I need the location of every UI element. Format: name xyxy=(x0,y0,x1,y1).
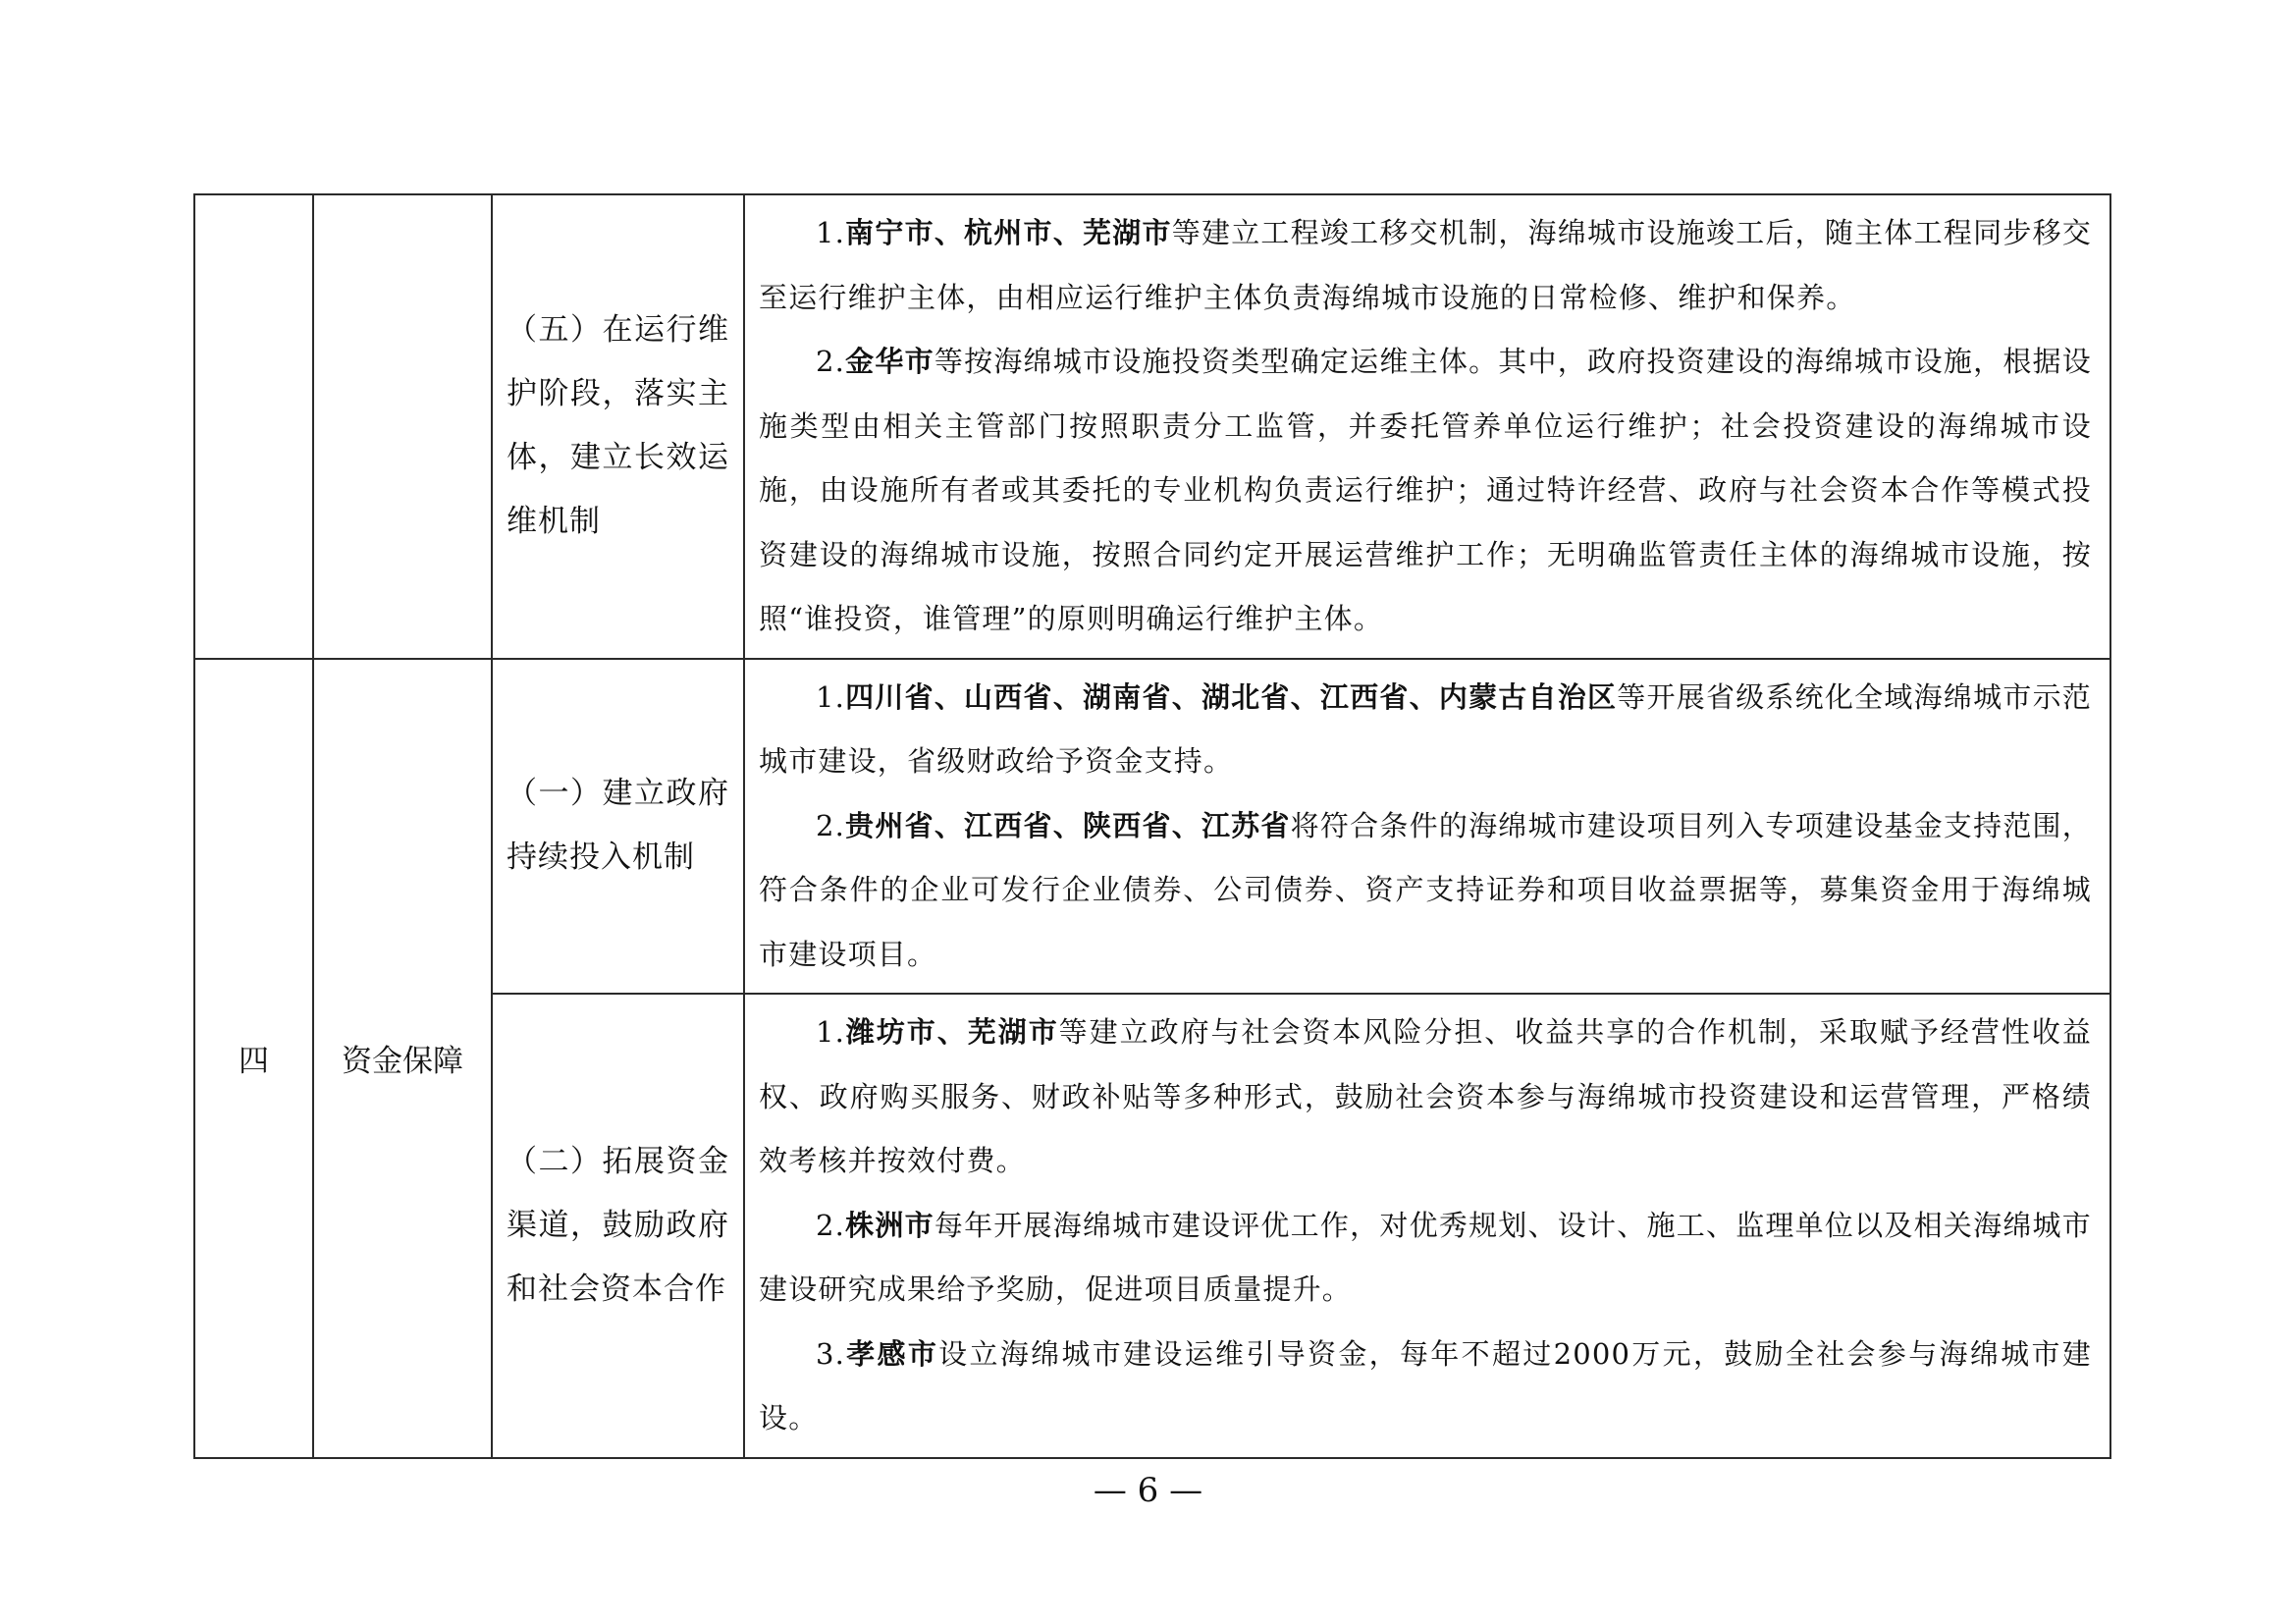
list-item: 1.四川省、山西省、湖南省、湖北省、江西省、内蒙古自治区等开展省级系统化全域海绵城市示范城市建设，省级财政给予资金支持。 xyxy=(759,679,2093,778)
policy-table xyxy=(193,193,2111,1459)
list-item: 1.南宁市、杭州市、芜湖市等建立工程竣工移交机制，海绵城市设施竣工后，随主体工程同步移交至运行维护主体，由相应运行维护主体负责海绵城市设施的日常检修、维护和保养。 xyxy=(759,216,2093,314)
list-item: 2.金华市等按海绵城市设施投资类型确定运维主体。其中，政府投资建设的海绵城市设施，根据设施类型由相关主管部门按照职责分工监管，并委托管养单位运行维护；社会投资建设的海绵城市设施，由设施所有者或其委托的专业机构负责运行维护；通过特许经营、政府与社会资本合作等模式投资建设的海绵城市设施，按照合同约定开展运营维护工作；无明确监管责任主体的海绵城市设施，按照“谁投资，谁管理”的原则明确运行维护主体。 xyxy=(759,345,2092,635)
list-item: 2.贵州省、江西省、陕西省、江苏省将符合条件的海绵城市建设项目列入专项建设基金支持范围，符合条件的企业可发行企业债券、公司债券、资产支持证券和项目收益票据等，募集资金用于海绵城市建设项目。 xyxy=(759,808,2092,971)
table-row xyxy=(194,659,2110,995)
section-category: 资金保障 xyxy=(313,659,492,1458)
page-number: — 6 — xyxy=(1093,1471,1203,1510)
content-cell xyxy=(744,659,2110,995)
content-cell xyxy=(744,994,2110,1458)
empty-category-cell xyxy=(313,194,492,659)
table-row xyxy=(194,194,2110,659)
subtitle-cell: （五）在运行维护阶段，落实主体，建立长效运维机制 xyxy=(492,194,744,659)
list-item: 3.孝感市设立海绵城市建设运维引导资金，每年不超过2000万元，鼓励全社会参与海绵城市建设。 xyxy=(759,1336,2092,1435)
empty-num-cell xyxy=(194,194,313,659)
list-item: 2.株洲市每年开展海绵城市建设评优工作，对优秀规划、设计、施工、监理单位以及相关海绵城市建设研究成果给予奖励，促进项目质量提升。 xyxy=(759,1208,2092,1306)
subtitle-cell: （二）拓展资金渠道，鼓励政府和社会资本合作 xyxy=(492,994,744,1458)
subtitle-cell: （一）建立政府持续投入机制 xyxy=(492,659,744,995)
list-item: 1.潍坊市、芜湖市等建立政府与社会资本风险分担、收益共享的合作机制，采取赋予经营性收益权、政府购买服务、财政补贴等多种形式，鼓励社会资本参与海绵城市投资建设和运营管理，严格绩效考核并按效付费。 xyxy=(759,1015,2092,1177)
section-number: 四 xyxy=(194,659,313,1458)
content-cell xyxy=(744,194,2110,659)
